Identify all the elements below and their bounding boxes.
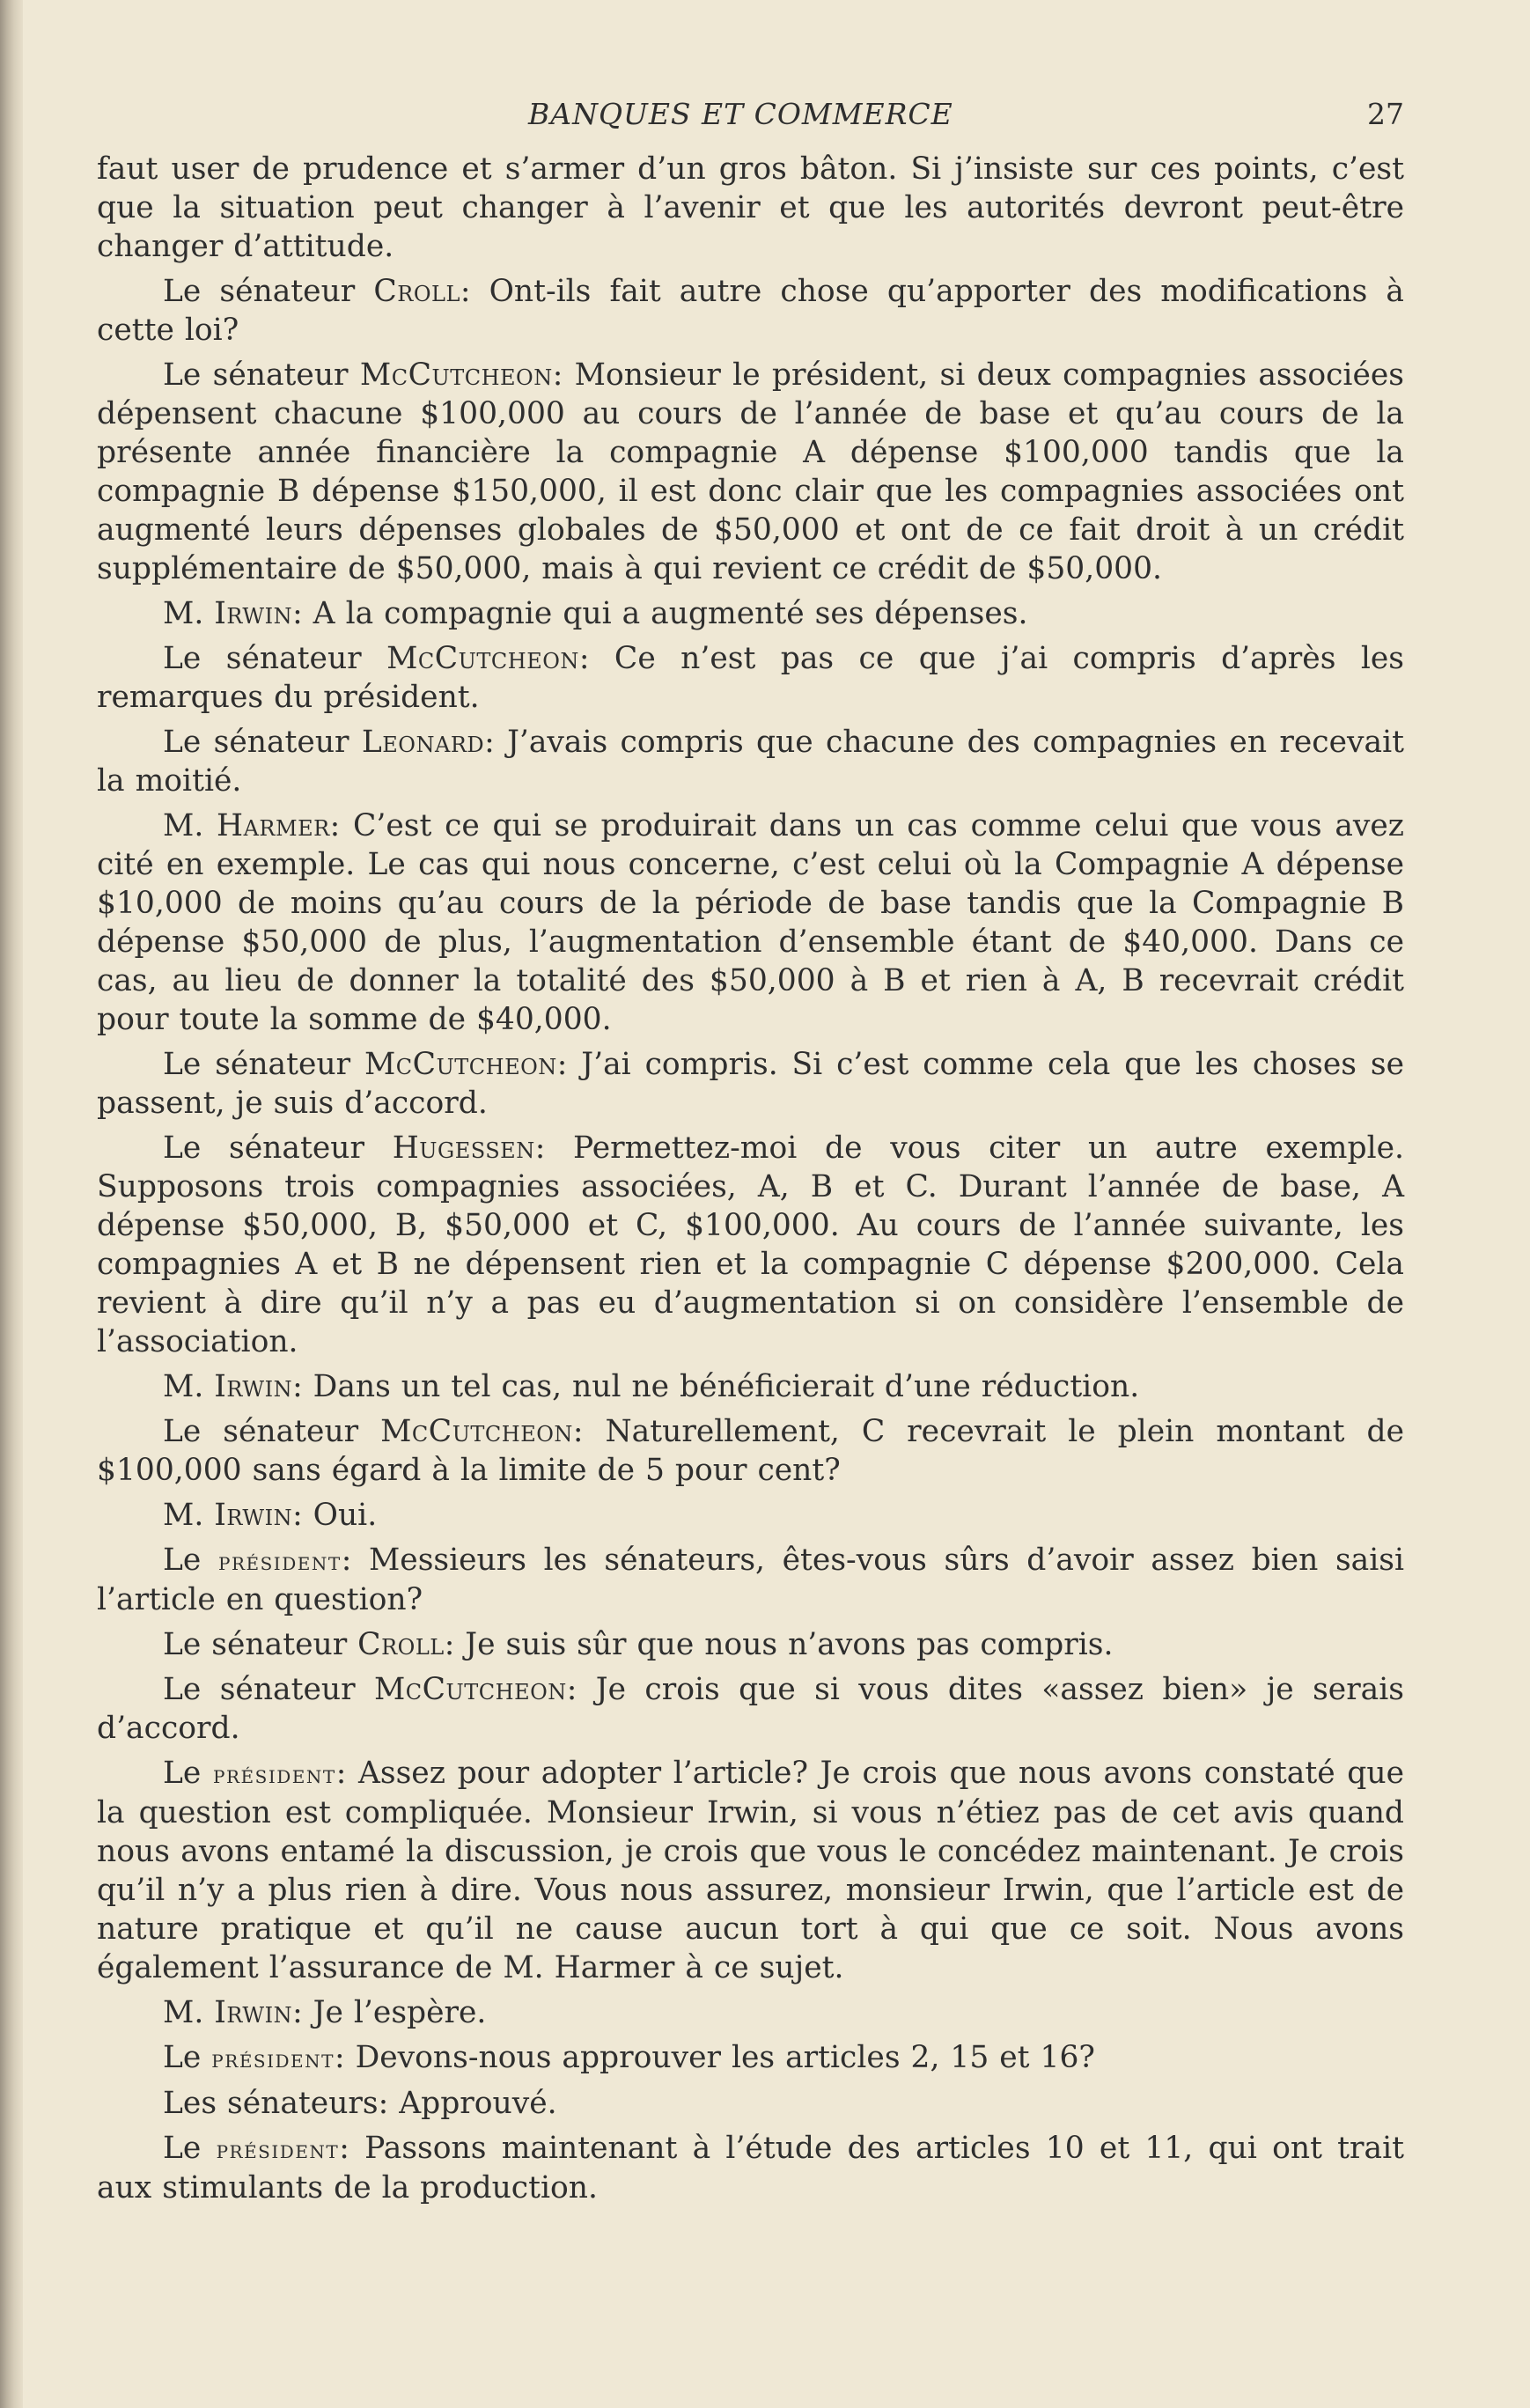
paragraph [97,594,1404,633]
paragraph-text: : Monsieur le président, si deux compagnies associées dépensent chacune $100,000 au cours de l’année de base et qu’au cours de la présente année financière la compagnie A dépense $100,000 tandis que la compagnie B dépense $150,000, il est donc clair que les compagnies associées ont augmenté leurs dépenses globales de $50,000 et ont de ce fait droit à un crédit supplémentaire de $50,000, mais à qui revient ce crédit de $50,000. [97,357,1404,586]
paragraph-text: : Passons maintenant à l’étude des articles 10 et 11, qui ont trait aux stimulants de la production. [97,2131,1404,2205]
paragraph-text: : Dans un tel cas, nul ne bénéficierait d’une réduction. [292,1369,1140,1404]
paragraph [97,2129,1404,2207]
paragraph-text: : Devons-nous approuver les articles 2, 15 et 16? [335,2040,1095,2075]
paragraph [97,2084,1404,2123]
paragraph [97,1754,1404,1987]
paragraph [97,1993,1404,2032]
speaker-name: McCutcheon [380,1414,573,1449]
paragraph [97,1412,1404,1490]
speaker-title: Le sénateur [163,1672,374,1707]
paragraph [97,639,1404,717]
speaker-name: président [213,1759,336,1789]
paragraph [97,356,1404,588]
paragraph-text: : Naturellement, C recevrait le plein montant de $100,000 sans égard à la limite de 5 pour cent? [97,1414,1404,1488]
speaker-title: Le sénateur [163,641,387,676]
speaker-title: M. [163,1498,215,1533]
body-text [97,150,1404,2207]
paragraph-text: : Permettez-moi de vous citer un autre exemple. Supposons trois compagnies associées, A, B et C. Durant l’année de base, A dépense $50,000, B, $50,000 et C, $100,000. Au cours de l’année suivante, les compagnies A et B ne dépensent rien et la compagnie C dépense $200,000. Cela revient à dire qu’il n’y a pas eu d’augmentation si on considère l’ensemble de l’association. [97,1130,1404,1359]
paragraph [97,1045,1404,1123]
paragraph-text: : Oui. [292,1498,378,1533]
speaker-name: Irwin [214,596,293,631]
speaker-name: McCutcheon [386,641,579,676]
paragraph-text: : A la compagnie qui a augmenté ses dépenses. [292,596,1028,631]
paragraph-text: faut user de prudence et s’armer d’un gros bâton. Si j’insiste sur ces points, c’est que la situation peut changer à l’avenir et que les autorités devront peut-être changer d’attitude. [97,151,1404,264]
speaker-title: Le sénateur [163,1047,364,1082]
speaker-name: McCutcheon [364,1047,557,1082]
speaker-title: M. [163,1369,215,1404]
paragraph [97,1129,1404,1361]
speaker-name: Leonard [361,725,485,760]
speaker-title: Le sénateur [163,725,362,760]
paragraph-text: : J’ai compris. Si c’est comme cela que les choses se passent, je suis d’accord. [97,1047,1404,1121]
speaker-title: M. [163,808,217,843]
paragraph-text: : Je crois que si vous dites «assez bien» je serais d’accord. [97,1672,1404,1746]
paragraph [97,272,1404,350]
paragraph [97,1367,1404,1406]
paragraph-text: Les sénateurs: Approuvé. [163,2086,557,2121]
paragraph [97,150,1404,266]
paragraph [97,1625,1404,1664]
paragraph [97,1541,1404,1619]
speaker-title: Le sénateur [163,1130,393,1166]
speaker-title: M. [163,1995,215,2030]
speaker-name: Irwin [214,1995,293,2030]
speaker-name: Hugessen [392,1130,535,1166]
book-page [97,97,1404,2213]
speaker-title: Le sénateur [163,1627,358,1662]
paragraph-text: : Assez pour adopter l’article? Je crois que nous avons constaté que la question est compliquée. Monsieur Irwin, si vous n’étiez pas de cet avis quand nous avons entamé la discussion, je crois que vous le concédez maintenant. Je crois qu’il n’y a plus rien à dire. Vous nous assurez, monsieur Irwin, que l’article est de nature pratique et qu’il ne cause aucun tort à qui que ce soit. Nous avons également l’assurance de M. Harmer à ce sujet. [97,1756,1405,1985]
speaker-name: Irwin [214,1369,293,1404]
speaker-name: président [216,2134,340,2164]
paragraph-text: : Ont-ils fait autre chose qu’apporter des modifications à cette loi? [97,274,1404,348]
paragraph [97,1670,1404,1748]
speaker-name: Irwin [214,1498,293,1533]
speaker-title: M. [163,596,215,631]
speaker-name: McCutcheon [359,357,553,393]
speaker-name: Croll [373,274,460,309]
speaker-title: Le [163,1756,213,1791]
speaker-name: Croll [357,1627,445,1662]
paragraph-text: : J’avais compris que chacune des compagnies en recevait la moitié. [97,725,1404,799]
speaker-name: McCutcheon [373,1672,567,1707]
speaker-name: Harmer [217,808,330,843]
paragraph [97,1496,1404,1535]
paragraph [97,2038,1404,2078]
paragraph-text: : Je suis sûr que nous n’avons pas compris. [444,1627,1114,1662]
speaker-title: Le sénateur [163,1414,381,1449]
speaker-title: Le sénateur [163,357,360,393]
page-number: 27 [1367,97,1404,131]
speaker-name: président [211,2043,335,2073]
paragraph [97,806,1404,1039]
paragraph-text: : Messieurs les sénateurs, êtes-vous sûrs d’avoir assez bien saisi l’article en question? [97,1543,1405,1617]
book-spine-shadow [0,0,23,2408]
paragraph-text: : Je l’espère. [292,1995,487,2030]
speaker-title: Le [163,2131,217,2166]
speaker-title: Le [163,1543,218,1578]
speaker-title: Le sénateur [163,274,374,309]
running-title: BANQUES ET COMMERCE [528,97,953,131]
paragraph-text: : Ce n’est pas ce que j’ai compris d’après les remarques du président. [97,641,1404,715]
speaker-name: président [217,1546,342,1576]
speaker-title: Le [163,2040,212,2075]
paragraph [97,723,1404,800]
paragraph-text: : C’est ce qui se produirait dans un cas comme celui que vous avez cité en exemple. Le cas qui nous concerne, c’est celui où la Compagnie A dépense $10,000 de moins qu’au cours de la période de base tandis que la Compagnie B dépense $50,000 de plus, l’augmentation d’ensemble étant de $40,000. Dans ce cas, au lieu de donner la totalité des $50,000 à B et rien à A, B recevrait crédit pour toute la somme de $40,000. [97,808,1404,1037]
page-header [97,97,1404,150]
